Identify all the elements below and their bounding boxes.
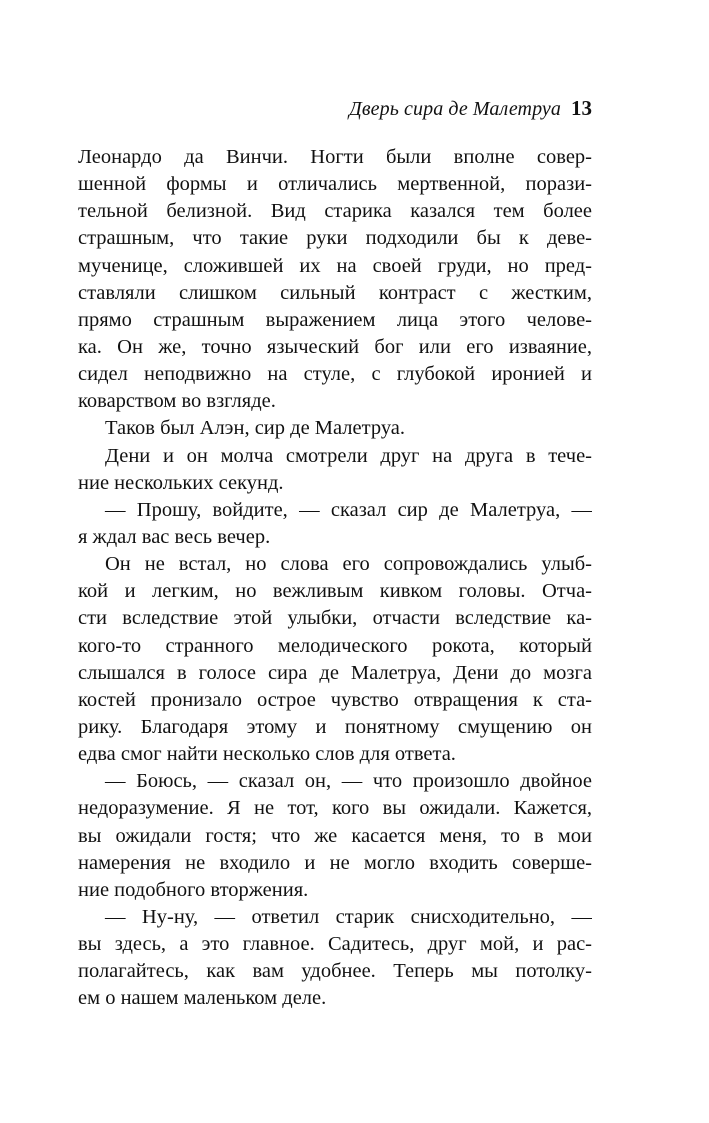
text-line: рику. Благодаря этому и понятному смущению он — [78, 715, 592, 738]
text-line: — Боюсь, — сказал он, — что произошло двойное — [105, 770, 592, 793]
text-line: полагайтесь, как вам удобнее. Теперь мы потолку- — [78, 960, 592, 983]
body-text — [78, 144, 592, 1013]
text-line: прямо страшным выражением лица этого челове- — [78, 308, 592, 331]
text-line: страшным, что такие руки подходили бы к деве- — [78, 227, 592, 250]
text-line: ем о нашем маленьком деле. — [78, 987, 327, 1010]
text-line: ка. Он же, точно языческий бог или его изваяние, — [78, 335, 592, 358]
text-line: Дени и он молча смотрели друг на друга в тече- — [105, 444, 592, 467]
text-line: намерения не входило и не могло входить соверше- — [78, 851, 592, 874]
running-title: Дверь сира де Малетруа — [349, 98, 561, 120]
text-line: кой и легким, но вежливым кивком головы. Отча- — [78, 580, 592, 603]
text-line: — Прошу, войдите, — сказал сир де Малетруа, — — [105, 498, 592, 521]
text-line: мученице, сложившей их на своей груди, но пред- — [78, 254, 592, 277]
text-line: вы ожидали гостя; что же касается меня, то в мои — [78, 824, 592, 847]
text-line: — Ну-ну, — ответил старик снисходительно, — — [105, 905, 592, 928]
text-line: сти вследствие этой улыбки, отчасти вследствие ка- — [78, 607, 592, 630]
text-line: костей пронизало острое чувство отвращения к ста- — [78, 688, 592, 711]
text-line: Он не встал, но слова его сопровождались улыб- — [105, 553, 592, 576]
text-line: ставляли слишком сильный контраст с жестким, — [78, 281, 592, 304]
text-line: я ждал вас весь вечер. — [78, 525, 271, 548]
text-line: тельной белизной. Вид старика казался тем более — [78, 200, 592, 223]
text-line: коварством во взгляде. — [78, 390, 276, 413]
text-line: сидел неподвижно на стуле, с глубокой иронией и — [78, 363, 592, 386]
text-line: недоразумение. Я не тот, кого вы ожидали. Кажется, — [78, 797, 592, 820]
text-line: едва смог найти несколько слов для ответа. — [78, 743, 456, 766]
page-number: 13 — [571, 96, 592, 120]
text-line: ние нескольких секунд. — [78, 471, 284, 494]
text-line: вы здесь, а это главное. Садитесь, друг мой, и рас- — [78, 933, 592, 956]
text-line: Таков был Алэн, сир де Малетруа. — [105, 417, 406, 440]
text-line: Леонардо да Винчи. Ногти были вполне совер- — [78, 146, 592, 168]
text-line: слышался в голосе сира де Малетруа, Дени до мозга — [78, 661, 592, 684]
running-header — [349, 93, 592, 123]
text-line: ние подобного вторжения. — [78, 878, 309, 901]
text-line: шенной формы и отличались мертвенной, порази- — [78, 173, 592, 196]
text-line: кого-то странного мелодического рокота, который — [78, 634, 592, 657]
